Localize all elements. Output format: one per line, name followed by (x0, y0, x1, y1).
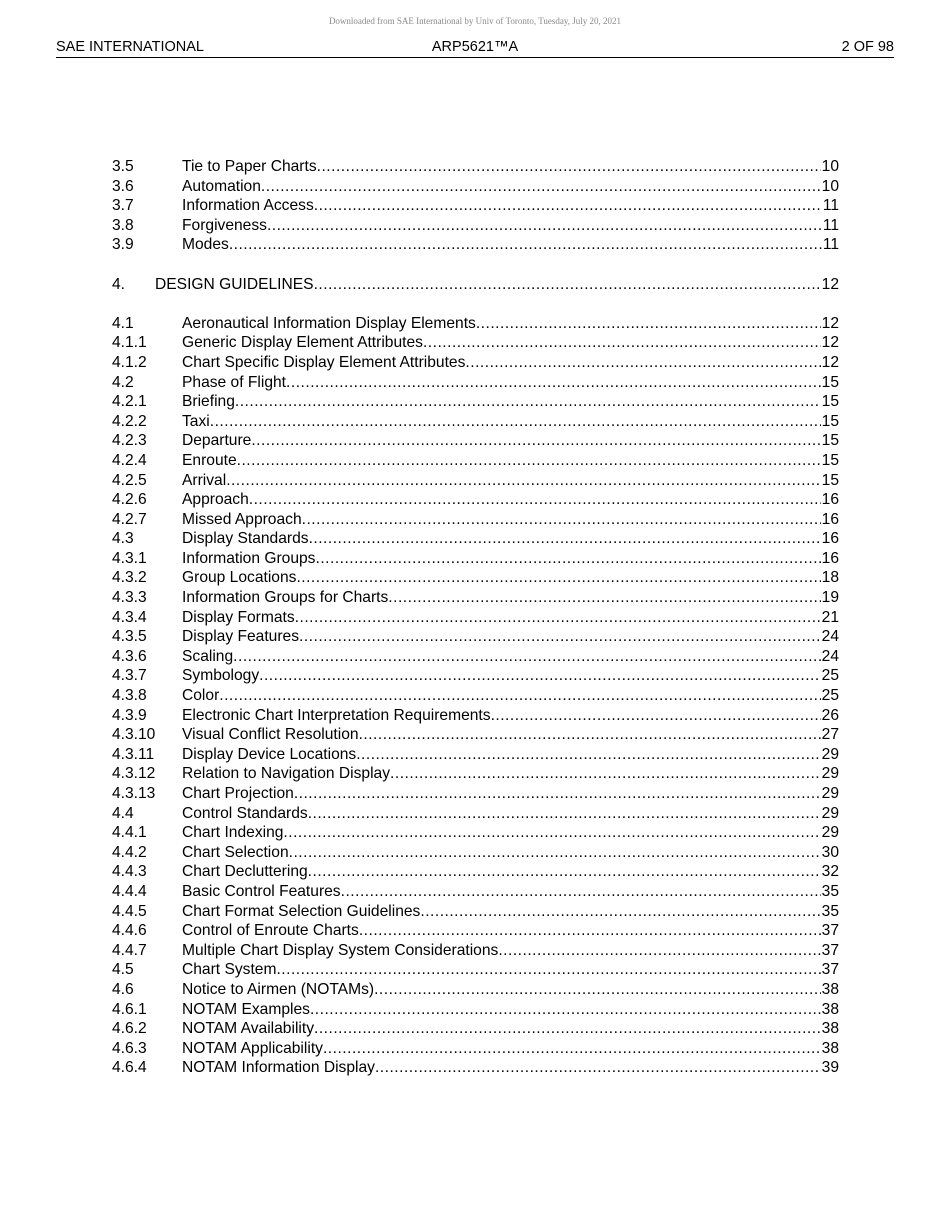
toc-dot-leader (491, 706, 821, 726)
toc-entry-number: 4.2.4 (112, 451, 147, 469)
toc-entry-number: 4.3.2 (112, 569, 147, 587)
toc-dot-leader (374, 980, 821, 1000)
toc-entry-title: Relation to Navigation Display (182, 765, 391, 783)
toc-dot-leader (229, 235, 822, 255)
toc-entry-number: 4.3.12 (112, 765, 156, 783)
toc-entry-title: DESIGN GUIDELINES (155, 275, 314, 293)
toc-dot-leader (314, 196, 822, 216)
toc-entry-title: Information Groups (182, 549, 316, 567)
toc-entry-page: 29 (821, 765, 839, 783)
toc-entry[interactable] (112, 431, 839, 451)
toc-entry-page: 38 (821, 1000, 839, 1018)
toc-entry-page: 24 (821, 628, 839, 646)
toc-entry[interactable] (112, 588, 839, 608)
toc-entry-title: Scaling (182, 647, 234, 665)
toc-entry-number: 3.8 (112, 216, 134, 234)
toc-entry-title: NOTAM Examples (182, 1000, 310, 1018)
toc-entry[interactable] (112, 177, 839, 197)
toc-entry[interactable] (112, 764, 839, 784)
toc-entry-title: Chart Indexing (182, 824, 284, 842)
toc-entry[interactable] (112, 921, 839, 941)
toc-entry[interactable] (112, 1019, 839, 1039)
toc-entry[interactable] (112, 353, 839, 373)
header-organization: SAE INTERNATIONAL (56, 39, 204, 55)
toc-entry-number: 4.3.7 (112, 667, 147, 685)
toc-entry[interactable] (112, 1039, 839, 1059)
toc-entry[interactable] (112, 314, 839, 334)
toc-dot-leader (226, 471, 820, 491)
toc-dot-leader (341, 882, 821, 902)
toc-entry-title: Multiple Chart Display System Considerations (182, 941, 499, 959)
toc-entry[interactable] (112, 1000, 839, 1020)
toc-entry-number: 3.9 (112, 236, 134, 254)
toc-entry-title: Color (182, 687, 220, 705)
toc-entry-title: Modes (182, 236, 229, 254)
toc-entry-title: Missed Approach (182, 510, 302, 528)
toc-entry[interactable] (112, 196, 839, 216)
toc-entry-title: Departure (182, 432, 252, 450)
toc-entry[interactable] (112, 510, 839, 530)
toc-entry[interactable] (112, 412, 839, 432)
toc-entry-title: Display Features (182, 628, 299, 646)
toc-dot-leader (295, 608, 821, 628)
toc-entry-page: 19 (821, 589, 839, 607)
toc-entry-page: 12 (821, 275, 839, 293)
toc-entry-number: 4.4.3 (112, 863, 147, 881)
toc-entry-title: Automation (182, 177, 261, 195)
toc-entry-title: Display Device Locations (182, 745, 357, 763)
toc-dot-leader (308, 862, 821, 882)
toc-entry[interactable] (112, 666, 839, 686)
toc-spacer (112, 294, 839, 314)
toc-entry-page: 32 (821, 863, 839, 881)
toc-dot-leader (294, 784, 821, 804)
toc-entry-number: 4.1 (112, 314, 134, 332)
toc-dot-leader (314, 1019, 821, 1039)
toc-entry[interactable] (112, 960, 839, 980)
toc-dot-leader (237, 451, 821, 471)
toc-entry-title: NOTAM Applicability (182, 1039, 323, 1057)
toc-entry-title: Chart Format Selection Guidelines (182, 902, 421, 920)
toc-entry-number: 4.2.1 (112, 393, 147, 411)
toc-entry-number: 4.3.10 (112, 726, 156, 744)
toc-entry-page: 29 (821, 745, 839, 763)
toc-entry-page: 16 (821, 510, 839, 528)
toc-entry-title: Chart Specific Display Element Attributes (182, 353, 466, 371)
toc-entry-number: 4.3.4 (112, 608, 147, 626)
toc-entry-number: 4.3.11 (112, 745, 155, 763)
toc-entry-number: 4.4.1 (112, 824, 147, 842)
toc-entry-number: 4. (112, 275, 126, 293)
toc-entry-title: Tie to Paper Charts (182, 158, 317, 175)
toc-entry[interactable] (112, 745, 839, 765)
toc-entry-number: 3.5 (112, 158, 134, 175)
toc-entry-number: 4.3.9 (112, 706, 147, 724)
toc-entry-number: 4.2.2 (112, 412, 147, 430)
toc-entry-number: 4.3.8 (112, 687, 147, 705)
toc-entry[interactable] (112, 1058, 839, 1078)
toc-entry-number: 4.6.4 (112, 1059, 147, 1077)
toc-entry-number: 4.2.7 (112, 510, 147, 528)
toc-dot-leader (314, 275, 821, 295)
toc-entry[interactable] (112, 275, 839, 295)
toc-entry-page: 35 (821, 902, 839, 920)
toc-entry-title: Chart System (182, 961, 277, 979)
toc-dot-leader (498, 941, 820, 961)
toc-entry[interactable] (112, 882, 839, 902)
toc-entry-page: 15 (821, 412, 839, 430)
toc-dot-leader (267, 216, 822, 236)
toc-entry[interactable] (112, 235, 839, 255)
toc-entry-page: 30 (821, 843, 839, 861)
toc-entry-page: 11 (822, 236, 839, 254)
toc-entry-page: 11 (822, 197, 839, 215)
toc-entry-number: 4.4.4 (112, 882, 147, 900)
toc-entry-title: Control of Enroute Charts (182, 922, 359, 940)
toc-dot-leader (289, 843, 821, 863)
page-header (56, 39, 894, 58)
toc-dot-leader (233, 647, 820, 667)
toc-entry-number: 4.6.3 (112, 1039, 147, 1057)
toc-entry-number: 4.2.3 (112, 432, 147, 450)
toc-entry-number: 4.4.5 (112, 902, 147, 920)
toc-entry-number: 4.4 (112, 804, 134, 822)
toc-dot-leader (465, 353, 820, 373)
toc-dot-leader (476, 314, 821, 334)
toc-entry-page: 12 (821, 353, 839, 371)
toc-dot-leader (359, 921, 821, 941)
toc-entry[interactable] (112, 706, 839, 726)
toc-entry-page: 37 (821, 961, 839, 979)
toc-dot-leader (310, 1000, 821, 1020)
toc-entry-number: 4.3 (112, 530, 134, 548)
toc-entry-number: 4.3.13 (112, 785, 156, 802)
toc-entry-page: 39 (821, 1059, 839, 1077)
toc-entry-number: 4.4.7 (112, 941, 147, 959)
toc-entry[interactable] (112, 608, 839, 628)
toc-entry-number: 4.3.5 (112, 628, 147, 646)
toc-dot-leader (323, 1039, 821, 1059)
toc-entry-number: 4.1.1 (112, 334, 147, 352)
toc-dot-leader (259, 666, 821, 686)
toc-dot-leader (388, 588, 820, 608)
toc-entry-title: Enroute (182, 451, 237, 469)
toc-entry[interactable] (112, 647, 839, 667)
toc-dot-leader (299, 627, 821, 647)
toc-entry-number: 4.1.2 (112, 353, 147, 371)
toc-entry-number: 4.4.2 (112, 843, 147, 861)
toc-entry-page: 15 (821, 393, 839, 411)
toc-dot-leader (375, 1058, 821, 1078)
toc-entry-title: NOTAM Information Display (182, 1059, 375, 1077)
toc-entry[interactable] (112, 686, 839, 706)
toc-entry-title: Generic Display Element Attributes (182, 334, 423, 352)
toc-dot-leader (249, 490, 821, 510)
toc-entry-page: 38 (821, 980, 839, 998)
toc-entry[interactable] (112, 804, 839, 824)
toc-entry-page: 12 (821, 334, 839, 352)
toc-entry[interactable] (112, 980, 839, 1000)
toc-entry-title: Approach (182, 491, 249, 509)
toc-entry[interactable] (112, 216, 839, 236)
toc-entry-title: Chart Projection (182, 785, 294, 802)
toc-entry-title: Display Formats (182, 608, 295, 626)
toc-entry-page: 29 (821, 824, 839, 842)
toc-dot-leader (423, 333, 821, 353)
toc-entry-title: Electronic Chart Interpretation Requirements (182, 706, 491, 724)
toc-entry-title: Information Groups for Charts (182, 589, 389, 607)
toc-entry-title: Taxi (182, 412, 210, 430)
toc-entry[interactable] (112, 490, 839, 510)
toc-entry-page: 15 (821, 432, 839, 450)
toc-entry[interactable] (112, 902, 839, 922)
toc-dot-leader (286, 373, 821, 393)
toc-entry-number: 4.3.6 (112, 647, 147, 665)
toc-entry[interactable] (112, 784, 839, 804)
toc-entry[interactable] (112, 451, 839, 471)
toc-spacer (112, 255, 839, 275)
toc-entry[interactable] (112, 549, 839, 569)
toc-entry[interactable] (112, 568, 839, 588)
toc-entry-page: 38 (821, 1020, 839, 1038)
toc-entry-page: 16 (821, 491, 839, 509)
toc-dot-leader (317, 157, 821, 177)
toc-entry-number: 4.6.2 (112, 1020, 147, 1038)
download-watermark: Downloaded from SAE International by Univ of Toronto, Tuesday, July 20, 2021 (328, 16, 622, 26)
toc-entry-title: Phase of Flight (182, 373, 287, 391)
toc-entry-title: Control Standards (182, 804, 308, 822)
toc-entry-page: 15 (821, 373, 839, 391)
toc-entry-page: 15 (821, 471, 839, 489)
toc-entry-page: 37 (821, 922, 839, 940)
toc-entry-page: 18 (821, 569, 839, 587)
toc-dot-leader (219, 686, 820, 706)
toc-dot-leader (296, 568, 820, 588)
toc-entry-number: 3.6 (112, 177, 134, 195)
toc-dot-leader (359, 725, 821, 745)
toc-entry[interactable] (112, 862, 839, 882)
toc-entry-page: 24 (821, 647, 839, 665)
toc-entry[interactable] (112, 333, 839, 353)
toc-entry-number: 4.6.1 (112, 1000, 147, 1018)
toc-entry[interactable] (112, 725, 839, 745)
toc-entry-title: Aeronautical Information Display Elements (182, 314, 476, 332)
toc-entry[interactable] (112, 941, 839, 961)
toc-dot-leader (308, 804, 821, 824)
toc-dot-leader (276, 960, 820, 980)
toc-entry-page: 38 (821, 1039, 839, 1057)
toc-dot-leader (315, 549, 820, 569)
toc-dot-leader (302, 510, 821, 530)
toc-entry-number: 4.2.6 (112, 491, 147, 509)
header-document-id: ARP5621™A (431, 39, 519, 55)
toc-entry-title: Briefing (182, 393, 235, 411)
toc-entry-number: 4.5 (112, 961, 134, 979)
toc-entry-title: Group Locations (182, 569, 297, 587)
toc-dot-leader (309, 529, 821, 549)
toc-entry-page: 11 (822, 216, 839, 234)
toc-entry-title: Notice to Airmen (NOTAMs) (182, 980, 375, 998)
toc-entry-page: 26 (821, 706, 839, 724)
toc-entry-title: Chart Decluttering (182, 863, 308, 881)
toc-dot-leader (420, 902, 820, 922)
toc-entry-number: 4.6 (112, 980, 134, 998)
toc-entry[interactable] (112, 529, 839, 549)
toc-entry-number: 4.3.1 (112, 549, 147, 567)
toc-entry[interactable] (112, 471, 839, 491)
toc-entry-title: Visual Conflict Resolution (182, 726, 359, 744)
toc-entry-title: Chart Selection (182, 843, 289, 861)
toc-entry[interactable] (112, 627, 839, 647)
toc-entry-title: NOTAM Availability (182, 1020, 315, 1038)
toc-entry[interactable] (112, 392, 839, 412)
toc-entry-title: Basic Control Features (182, 882, 341, 900)
toc-entry[interactable] (112, 157, 839, 177)
toc-entry-page: 16 (821, 549, 839, 567)
toc-dot-leader (261, 177, 821, 197)
toc-entry-page: 29 (821, 804, 839, 822)
toc-entry-title: Arrival (182, 471, 227, 489)
toc-entry-page: 12 (821, 314, 839, 332)
toc-entry-number: 3.7 (112, 197, 134, 215)
toc-dot-leader (356, 745, 820, 765)
toc-entry-page: 35 (821, 882, 839, 900)
toc-entry-page: 37 (821, 941, 839, 959)
toc-entry-page: 21 (821, 608, 839, 626)
toc-entry-page: 16 (821, 530, 839, 548)
toc-dot-leader (251, 431, 820, 451)
toc-entry-page: 10 (821, 158, 839, 175)
toc-entry-page: 29 (821, 785, 839, 802)
toc-entry-page: 10 (821, 177, 839, 195)
toc-dot-leader (235, 392, 821, 412)
toc-entry-number: 4.3.3 (112, 589, 147, 607)
toc-entry-page: 25 (821, 687, 839, 705)
toc-entry-title: Forgiveness (182, 216, 267, 234)
toc-entry[interactable] (112, 823, 839, 843)
toc-dot-leader (390, 764, 821, 784)
toc-entry-number: 4.2.5 (112, 471, 147, 489)
toc-dot-leader (210, 412, 821, 432)
toc-entry-page: 25 (821, 667, 839, 685)
toc-entry[interactable] (112, 373, 839, 393)
toc-entry-page: 27 (821, 726, 839, 744)
toc-entry-title: Symbology (182, 667, 260, 685)
toc-entry[interactable] (112, 843, 839, 863)
toc-dot-leader (283, 823, 820, 843)
toc-entry-number: 4.2 (112, 373, 134, 391)
toc-entry-page: 15 (821, 451, 839, 469)
header-page-number: 2 OF 98 (841, 39, 894, 55)
toc-entry-title: Display Standards (182, 530, 309, 548)
toc-entry-title: Information Access (182, 197, 314, 215)
toc-entry-number: 4.4.6 (112, 922, 147, 940)
table-of-contents (112, 157, 839, 1078)
